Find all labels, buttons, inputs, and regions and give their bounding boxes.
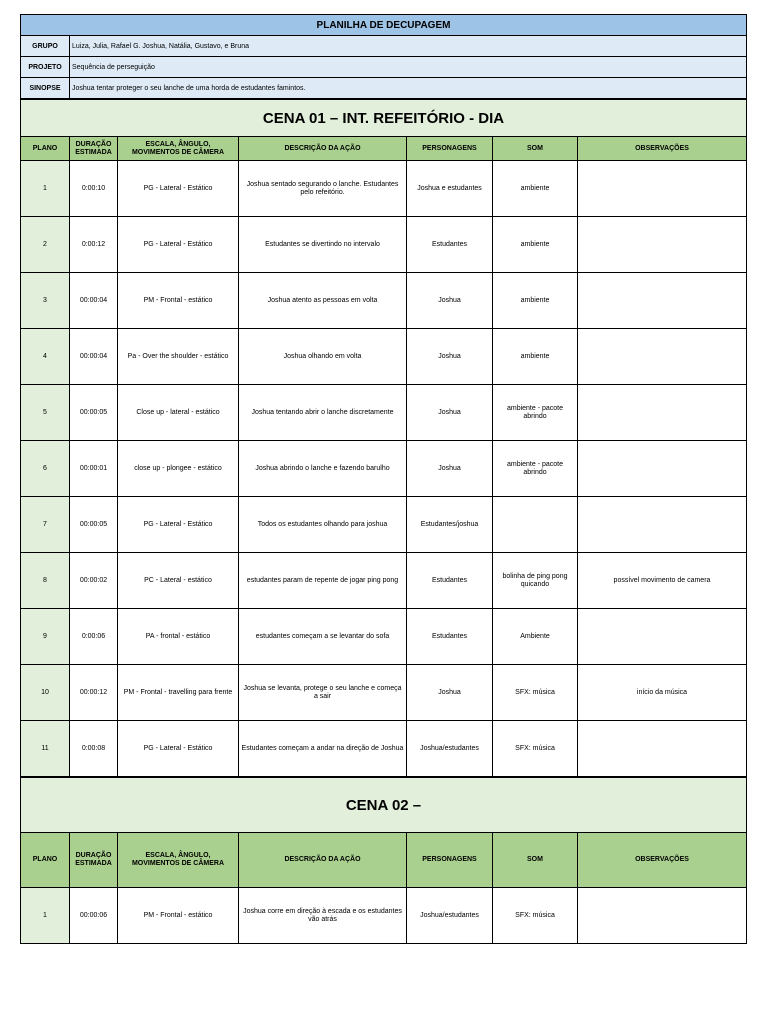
cell-plano[interactable]: 1 <box>21 888 70 944</box>
cell-descricao[interactable]: Estudantes se divertindo no intervalo <box>239 217 407 273</box>
cell-duracao[interactable]: 00:00:04 <box>70 329 118 385</box>
col-escala: ESCALA, ÂNGULO, MOVIMENTOS DE CÂMERA <box>118 833 239 888</box>
cell-observacoes[interactable] <box>578 385 747 441</box>
cell-som[interactable]: ambiente <box>493 329 578 385</box>
col-descricao: DESCRIÇÃO DA AÇÃO <box>239 833 407 888</box>
col-descricao: DESCRIÇÃO DA AÇÃO <box>239 137 407 161</box>
cell-plano[interactable]: 8 <box>21 553 70 609</box>
cell-plano[interactable]: 7 <box>21 497 70 553</box>
cell-personagens[interactable]: Joshua <box>407 385 493 441</box>
decupagem-sheet <box>20 14 747 944</box>
table-row <box>21 441 747 497</box>
cell-duracao[interactable]: 00:00:01 <box>70 441 118 497</box>
scene2-header-row <box>21 833 747 888</box>
col-plano: PLANO <box>21 137 70 161</box>
cell-som[interactable]: Ambiente <box>493 609 578 665</box>
table-row <box>21 273 747 329</box>
cell-escala[interactable]: Pa - Over the shoulder - estático <box>118 329 239 385</box>
cell-personagens[interactable]: Joshua <box>407 441 493 497</box>
cell-descricao[interactable]: estudantes começam a se levantar do sofa <box>239 609 407 665</box>
cell-personagens[interactable]: Estudantes <box>407 609 493 665</box>
cell-escala[interactable]: PG - Lateral - Estático <box>118 497 239 553</box>
cell-descricao[interactable]: Joshua se levanta, protege o seu lanche e começa a sair <box>239 665 407 721</box>
cell-personagens[interactable]: Joshua e estudantes <box>407 161 493 217</box>
cell-escala[interactable]: PC - Lateral - estático <box>118 553 239 609</box>
table-row <box>21 217 747 273</box>
cell-observacoes[interactable] <box>578 329 747 385</box>
cell-personagens[interactable]: Joshua/estudantes <box>407 888 493 944</box>
cell-plano[interactable]: 4 <box>21 329 70 385</box>
table-row <box>21 665 747 721</box>
cell-som[interactable]: SFX: música <box>493 888 578 944</box>
cell-duracao[interactable]: 00:00:06 <box>70 888 118 944</box>
grupo-label: GRUPO <box>21 36 70 57</box>
cell-descricao[interactable]: Joshua sentado segurando o lanche. Estudantes pelo refeitório. <box>239 161 407 217</box>
cell-som[interactable]: ambiente - pacote abrindo <box>493 385 578 441</box>
projeto-value[interactable]: Sequência de perseguição <box>70 57 747 78</box>
cell-plano[interactable]: 6 <box>21 441 70 497</box>
cell-som[interactable]: ambiente - pacote abrindo <box>493 441 578 497</box>
cell-escala[interactable]: PA - frontal - estático <box>118 609 239 665</box>
table-row <box>21 888 747 944</box>
cell-observacoes[interactable] <box>578 441 747 497</box>
cell-escala[interactable]: Close up - lateral - estático <box>118 385 239 441</box>
scene1-header-row <box>21 137 747 161</box>
cell-personagens[interactable]: Joshua/estudantes <box>407 721 493 777</box>
cell-descricao[interactable]: Joshua atento as pessoas em volta <box>239 273 407 329</box>
info-table <box>20 14 747 99</box>
cell-duracao[interactable]: 00:00:04 <box>70 273 118 329</box>
sinopse-value[interactable]: Joshua tentar proteger o seu lanche de uma horda de estudantes famintos. <box>70 78 747 99</box>
table-row <box>21 609 747 665</box>
cell-plano[interactable]: 9 <box>21 609 70 665</box>
cell-observacoes[interactable] <box>578 497 747 553</box>
cell-escala[interactable]: PG - Lateral - Estático <box>118 161 239 217</box>
sinopse-label: SINOPSE <box>21 78 70 99</box>
scene2-table <box>20 777 747 944</box>
cell-observacoes[interactable] <box>578 721 747 777</box>
col-som: SOM <box>493 137 578 161</box>
cell-escala[interactable]: PM - Frontal - travelling para frente <box>118 665 239 721</box>
scene1-table <box>20 99 747 777</box>
cell-observacoes[interactable]: possível movimento de camera <box>578 553 747 609</box>
col-escala: ESCALA, ÂNGULO, MOVIMENTOS DE CÂMERA <box>118 137 239 161</box>
projeto-label: PROJETO <box>21 57 70 78</box>
cell-descricao[interactable]: Todos os estudantes olhando para joshua <box>239 497 407 553</box>
sheet-title: PLANILHA DE DECUPAGEM <box>21 15 747 36</box>
cell-som[interactable]: ambiente <box>493 161 578 217</box>
cell-escala[interactable]: PG - Lateral - Estático <box>118 721 239 777</box>
table-row <box>21 329 747 385</box>
cell-plano[interactable]: 11 <box>21 721 70 777</box>
cell-duracao[interactable]: 00:00:12 <box>70 665 118 721</box>
cell-personagens[interactable]: Joshua <box>407 273 493 329</box>
cell-observacoes[interactable] <box>578 609 747 665</box>
col-personagens: PERSONAGENS <box>407 137 493 161</box>
cell-plano[interactable]: 3 <box>21 273 70 329</box>
cell-som[interactable]: ambiente <box>493 217 578 273</box>
cell-som[interactable]: SFX: música <box>493 721 578 777</box>
cell-personagens[interactable]: Estudantes <box>407 217 493 273</box>
col-observacoes: OBSERVAÇÕES <box>578 833 747 888</box>
cell-observacoes[interactable] <box>578 273 747 329</box>
grupo-value[interactable]: Luiza, Julia, Rafael G. Joshua, Natália, Gustavo, e Bruna <box>70 36 747 57</box>
col-som: SOM <box>493 833 578 888</box>
cell-descricao[interactable]: Joshua tentando abrir o lanche discretamente <box>239 385 407 441</box>
cell-personagens[interactable]: Estudantes <box>407 553 493 609</box>
cell-duracao[interactable]: 00:00:05 <box>70 385 118 441</box>
cell-descricao[interactable]: estudantes param de repente de jogar ping pong <box>239 553 407 609</box>
cell-duracao[interactable]: 0:00:06 <box>70 609 118 665</box>
cell-observacoes[interactable]: início da música <box>578 665 747 721</box>
col-observacoes: OBSERVAÇÕES <box>578 137 747 161</box>
cell-duracao[interactable]: 00:00:05 <box>70 497 118 553</box>
col-duracao: DURAÇÃO ESTIMADA <box>70 137 118 161</box>
col-plano: PLANO <box>21 833 70 888</box>
cell-escala[interactable]: PM - Frontal - estático <box>118 273 239 329</box>
cell-observacoes[interactable] <box>578 161 747 217</box>
cell-observacoes[interactable] <box>578 888 747 944</box>
table-row <box>21 721 747 777</box>
cell-descricao[interactable]: Joshua abrindo o lanche e fazendo barulho <box>239 441 407 497</box>
cell-personagens[interactable]: Joshua <box>407 329 493 385</box>
cell-escala[interactable]: PM - Frontal - estático <box>118 888 239 944</box>
col-personagens: PERSONAGENS <box>407 833 493 888</box>
col-duracao: DURAÇÃO ESTIMADA <box>70 833 118 888</box>
cell-personagens[interactable]: Estudantes/joshua <box>407 497 493 553</box>
cell-duracao[interactable]: 00:00:02 <box>70 553 118 609</box>
cell-duracao[interactable]: 0:00:10 <box>70 161 118 217</box>
cell-som[interactable]: ambiente <box>493 273 578 329</box>
cell-descricao[interactable]: Joshua olhando em volta <box>239 329 407 385</box>
scene2-title: CENA 02 – <box>21 778 747 833</box>
cell-descricao[interactable]: Estudantes começam a andar na direção de Joshua <box>239 721 407 777</box>
scene1-title: CENA 01 – INT. REFEITÓRIO - DIA <box>21 100 747 137</box>
table-row <box>21 497 747 553</box>
table-row <box>21 161 747 217</box>
cell-descricao[interactable]: Joshua corre em direção à escada e os estudantes vão atrás <box>239 888 407 944</box>
cell-escala[interactable]: close up - plongee - estático <box>118 441 239 497</box>
cell-som[interactable] <box>493 497 578 553</box>
cell-plano[interactable]: 2 <box>21 217 70 273</box>
cell-plano[interactable]: 1 <box>21 161 70 217</box>
cell-personagens[interactable]: Joshua <box>407 665 493 721</box>
cell-plano[interactable]: 5 <box>21 385 70 441</box>
cell-escala[interactable]: PG - Lateral - Estático <box>118 217 239 273</box>
table-row <box>21 553 747 609</box>
cell-som[interactable]: SFX: música <box>493 665 578 721</box>
cell-duracao[interactable]: 0:00:08 <box>70 721 118 777</box>
table-row <box>21 385 747 441</box>
cell-observacoes[interactable] <box>578 217 747 273</box>
cell-duracao[interactable]: 0:00:12 <box>70 217 118 273</box>
cell-som[interactable]: bolinha de ping pong quicando <box>493 553 578 609</box>
cell-plano[interactable]: 10 <box>21 665 70 721</box>
